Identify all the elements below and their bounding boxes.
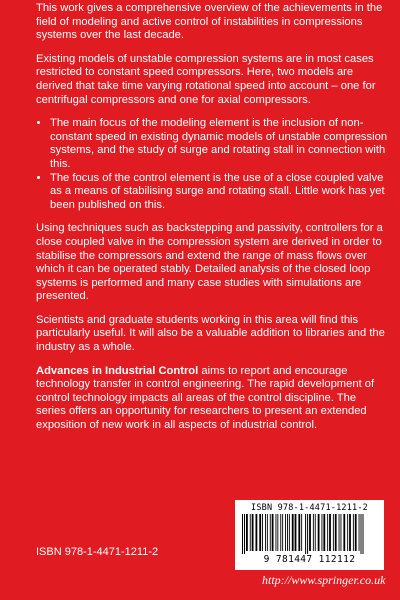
barcode-bar <box>313 514 314 551</box>
barcode-bar <box>244 514 245 554</box>
models-paragraph: Existing models of unstable compression systems are in most cases restricted to constant speed compressors. Here, two models are derived that take time varying rotational speed into account – one for centrifugal compressors and one for axial compressors. <box>36 52 376 106</box>
barcode-bar <box>262 514 263 551</box>
barcode-bar <box>322 514 323 551</box>
barcode-bar <box>327 514 328 551</box>
description-text <box>36 2 388 443</box>
barcode-image <box>240 514 375 554</box>
barcode-bar <box>272 514 274 551</box>
barcode-bar <box>259 514 261 551</box>
barcode-bar <box>287 514 288 551</box>
barcode-bar <box>309 514 311 551</box>
barcode-digits: 9 781447 112112 <box>263 554 356 565</box>
barcode-bar <box>276 514 277 551</box>
series-name: Advances in Industrial Control <box>36 364 199 377</box>
isbn-text: ISBN 978-1-4471-1211-2 <box>36 546 159 558</box>
barcode-bar <box>256 514 258 551</box>
barcode-bar <box>329 514 331 551</box>
barcode-bar <box>250 514 251 551</box>
barcode-bar <box>246 514 248 551</box>
barcode-bar <box>355 514 357 551</box>
barcode-bar <box>315 514 316 551</box>
website-link[interactable]: http://www.springer.co.uk <box>262 573 386 587</box>
barcode-bar <box>305 514 306 554</box>
barcode-bar <box>267 514 268 551</box>
barcode-box <box>235 500 384 570</box>
barcode-bar <box>242 514 243 554</box>
barcode-bar <box>298 514 300 551</box>
barcode-bar <box>252 514 254 551</box>
intro-paragraph: This work gives a comprehensive overview of the achievements in the field of modeling and active control of instabilities in compressions systems over the last decade. <box>36 2 383 42</box>
focus-bullet-list <box>36 117 388 212</box>
barcode-bar <box>347 514 348 551</box>
barcode-bar <box>265 514 266 551</box>
series-paragraph <box>36 365 388 433</box>
barcode-bar <box>359 514 360 551</box>
barcode-bar <box>282 514 283 551</box>
bullet-modeling-focus: • The main focus of the modeling element is the inclusion of non-constant speed in existing dynamic models of unstable compression systems, and the study of surge and rotating stall in connection with this. <box>50 117 388 171</box>
barcode-bar <box>307 514 308 554</box>
barcode-bar <box>353 514 354 551</box>
barcode-bar <box>292 514 294 551</box>
barcode-bar <box>289 514 290 551</box>
barcode-bar <box>270 514 271 551</box>
bullet-control-focus: • The focus of the control element is the use of a close coupled valve as a means of stabilising surge and rotating stall. Little work has yet been published on this. <box>50 172 388 213</box>
barcode-bar <box>339 514 340 551</box>
barcode-bar <box>280 514 281 551</box>
barcode-bar <box>323 514 325 551</box>
barcode-bar <box>361 514 362 554</box>
barcode-isbn-label: ISBN 978-1-4471-1211-2 <box>251 503 368 513</box>
techniques-paragraph: Using techniques such as backstepping and passivity, controllers for a close coupled valve in the compression system are derived in order to stabilise the compressors and extend the range of mass flows over which it can be operated stably. Detailed analysis of the closed loop systems is performed and many case studies with simulations are presented. <box>36 222 383 303</box>
barcode-bar <box>285 514 286 551</box>
barcode-bar <box>301 514 302 551</box>
barcode-bar <box>341 514 342 551</box>
barcode-bar <box>335 514 337 551</box>
series-description: aims to report and encourage technology transfer in control engineering. The rapid development of control technology impacts all areas of the control discipline. The series offers an opportunity for researchers to present an extended exposition of new work in all aspects of industrial control. <box>36 364 375 432</box>
barcode-bar <box>333 514 334 551</box>
barcode-bar <box>349 514 351 551</box>
audience-paragraph: Scientists and graduate students working in this area will find this particularly useful. It will also be a valuable addition to libraries and the industry as a whole. <box>36 313 385 354</box>
barcode-bar <box>343 514 345 551</box>
barcode-bar <box>318 514 320 551</box>
barcode-bar <box>295 514 297 551</box>
barcode-bar <box>277 514 278 551</box>
barcode-bar <box>363 514 364 554</box>
